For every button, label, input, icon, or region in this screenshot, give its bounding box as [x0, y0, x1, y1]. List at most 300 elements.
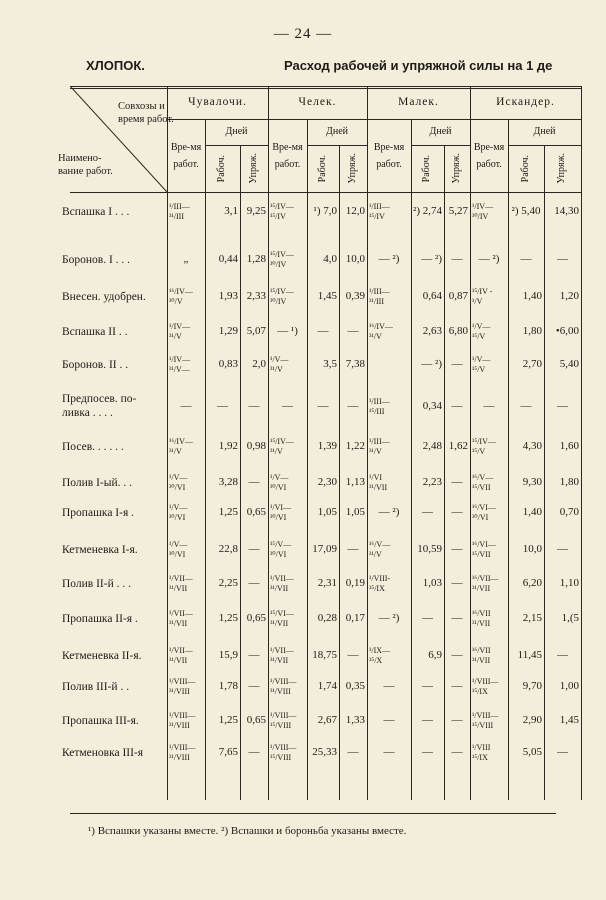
- date-part: ³¹/VIII: [270, 687, 291, 696]
- date-part: ³¹/V: [169, 332, 182, 341]
- work-days-header: [411, 145, 444, 192]
- date-part: ³¹/V: [270, 365, 283, 374]
- date-cell: [167, 350, 205, 380]
- value-cell: 1,05: [317, 506, 337, 519]
- date-part: ¹/III—: [369, 397, 390, 406]
- draft-days-label: Упряж.: [556, 153, 568, 184]
- date-cell: [167, 282, 205, 312]
- value-cell: —: [557, 253, 568, 266]
- date-part: ¹/V—: [169, 473, 188, 482]
- date-part: ¹⁶/V—: [472, 473, 494, 482]
- work-days-label: Рабоч.: [216, 154, 228, 183]
- value-cell: —: [451, 253, 463, 266]
- value-cell: 0,98: [246, 440, 266, 453]
- date-part: ¹/VIII—: [169, 677, 196, 686]
- date-part: ¹⁵/VI—: [270, 609, 294, 618]
- row-label: Боронов. II . .: [62, 359, 129, 371]
- value-cell: 10,0: [345, 253, 365, 266]
- date-part: ¹⁵/V—: [270, 540, 292, 549]
- work-days-header: [508, 145, 544, 192]
- draft-days-header: [240, 145, 268, 192]
- value-cell: 1,39: [317, 440, 337, 453]
- date-part: ¹⁵/IV: [270, 212, 286, 221]
- value-cell: 10,59: [417, 543, 442, 556]
- value-cell: 1,40: [522, 290, 542, 303]
- value-cell: —: [347, 543, 359, 556]
- date-cell: [470, 641, 508, 671]
- date-part: ¹⁵/V: [472, 365, 486, 374]
- date-part: ³¹/VII: [472, 656, 491, 665]
- date-part: ¹⁵/IV—: [270, 287, 294, 296]
- value-cell: 1,74: [317, 680, 337, 693]
- value-cell: 15,9: [218, 649, 238, 662]
- date-part: ³⁰/VI: [270, 513, 287, 522]
- value-cell: —: [347, 746, 359, 759]
- date-part: ³⁰/VI: [270, 483, 287, 492]
- date-cell: [268, 738, 307, 768]
- value-cell: —: [347, 400, 359, 413]
- date-cell: [268, 604, 307, 634]
- value-cell: 2,30: [317, 476, 337, 489]
- date-part: ¹/V: [472, 297, 483, 306]
- value-cell: 2,67: [317, 714, 337, 727]
- value-cell: 22,8: [218, 543, 238, 556]
- value-cell: —: [451, 506, 463, 519]
- date-part: ¹⁶/IV—: [169, 437, 193, 446]
- date-cell: [167, 197, 205, 227]
- value-cell: 18,75: [312, 649, 337, 662]
- date-part: ¹/VII—: [270, 646, 294, 655]
- date-cell: [167, 738, 205, 768]
- row-label: Полив II-й . . .: [62, 578, 131, 590]
- date-cell: [167, 604, 205, 634]
- date-part: ¹⁶/VI—: [472, 540, 496, 549]
- header-bottom-rule: [70, 192, 581, 193]
- date-part: ³¹/III: [369, 297, 385, 306]
- value-cell: 9,30: [522, 476, 542, 489]
- row-label: Пропашка II-я .: [62, 613, 138, 625]
- date-part: ¹/V—: [270, 355, 289, 364]
- value-cell: 0,87: [448, 290, 468, 303]
- value-cell: 1,45: [317, 290, 337, 303]
- date-cell: [268, 282, 307, 312]
- value-cell: —: [451, 612, 463, 625]
- farm-header: Искандер.: [496, 96, 555, 109]
- date-cell: [268, 706, 307, 736]
- row-label: Полив I-ый. . .: [62, 477, 133, 489]
- value-cell: 1,80: [522, 325, 542, 338]
- value-cell: 2,23: [422, 476, 442, 489]
- time-header: Вре-мя работ.: [170, 141, 202, 170]
- date-part: ¹⁶/IV—: [169, 287, 193, 296]
- date-part: ¹⁶/VII—: [472, 574, 499, 583]
- date-part: ¹/V—: [472, 355, 491, 364]
- date-cell: [167, 498, 205, 528]
- date-cell: [470, 672, 508, 702]
- value-cell: 0,19: [345, 577, 365, 590]
- value-cell: —: [451, 577, 463, 590]
- date-cell: [470, 738, 508, 768]
- date-part: ¹⁵/IX: [472, 753, 488, 762]
- value-cell: 7,65: [218, 746, 238, 759]
- row-label: Кетменевка II-я.: [62, 650, 142, 662]
- value-cell: 0,65: [246, 506, 266, 519]
- value-cell: 1,20: [559, 290, 579, 303]
- date-part: ³¹/VIII: [169, 721, 190, 730]
- value-cell: —: [248, 680, 260, 693]
- value-cell: —: [451, 476, 463, 489]
- value-cell: 1,25: [218, 506, 238, 519]
- draft-days-header: [339, 145, 367, 192]
- value-cell: 14,30: [554, 205, 579, 218]
- value-cell: 5,07: [246, 325, 266, 338]
- value-cell: 9,70: [522, 680, 542, 693]
- date-part: ³⁰/V: [169, 297, 183, 306]
- value-cell: 2,48: [422, 440, 442, 453]
- date-part: ¹⁵/VIII: [472, 721, 494, 730]
- value-cell: 1,93: [218, 290, 238, 303]
- date-part: ¹/V—: [169, 503, 188, 512]
- value-cell: —: [422, 506, 433, 519]
- date-part: ¹/VII—: [169, 574, 193, 583]
- value-cell: 1,00: [559, 680, 579, 693]
- value-cell: 1,05: [345, 506, 365, 519]
- date-part: ¹⁵/III: [369, 407, 385, 416]
- date-part: ¹⁶/VI—: [472, 503, 496, 512]
- value-cell: 25,33: [312, 746, 337, 759]
- date-part: ¹/VIII-: [369, 574, 391, 583]
- value-cell: — ²): [421, 253, 442, 266]
- row-label: Полив III-й . .: [62, 681, 130, 693]
- farm-header: Малек.: [398, 96, 439, 109]
- row-label-line: ливка . . . .: [62, 407, 113, 419]
- date-cell: [470, 498, 508, 528]
- value-cell: 1,80: [559, 476, 579, 489]
- value-cell: 0,65: [246, 612, 266, 625]
- value-cell: ²) 5,40: [511, 205, 541, 218]
- date-part: ¹⁵/VII: [472, 483, 491, 492]
- date-cell: [167, 641, 205, 671]
- date-part: ³¹/VII: [472, 584, 491, 593]
- date-part: ¹/V—: [169, 540, 188, 549]
- time-cell: —: [180, 400, 192, 413]
- date-cell: [470, 706, 508, 736]
- value-cell: 0,65: [246, 714, 266, 727]
- date-part: ¹/IV—: [169, 322, 191, 331]
- value-cell: 1,45: [559, 714, 579, 727]
- date-cell: [367, 282, 411, 312]
- date-part: ³⁰/VI: [169, 483, 186, 492]
- corner-top-label: Совхозы и время работ.: [118, 101, 174, 126]
- value-cell: 17,09: [312, 543, 337, 556]
- date-part: ³¹/VII: [169, 584, 188, 593]
- date-cell: [268, 350, 307, 380]
- time-cell: —: [383, 680, 395, 693]
- date-cell: [470, 604, 508, 634]
- value-cell: 1,(5: [561, 612, 579, 625]
- value-cell: 1,33: [345, 714, 365, 727]
- row-label: Кетменевка I-я.: [62, 544, 138, 556]
- footnote: ¹) Вспашки указаны вместе. ²) Вспашки и бороньба указаны вместе.: [88, 825, 407, 837]
- draft-days-label: Упряж.: [450, 153, 462, 184]
- value-cell: 0,83: [218, 358, 238, 371]
- date-part: ¹/III—: [369, 437, 390, 446]
- date-part: ¹/VIII—: [472, 711, 499, 720]
- value-cell: —: [317, 400, 329, 413]
- value-cell: 1,03: [422, 577, 442, 590]
- date-cell: [167, 468, 205, 498]
- value-cell: —: [451, 714, 463, 727]
- date-part: ³¹/V: [270, 447, 283, 456]
- value-cell: —: [347, 649, 359, 662]
- time-header: Вре-мя работ.: [272, 141, 303, 170]
- date-cell: [470, 569, 508, 599]
- row-label: Пропашка III-я.: [62, 715, 139, 727]
- date-part: ¹/VI—: [270, 503, 292, 512]
- value-cell: —: [317, 325, 329, 338]
- date-part: ³¹/V: [369, 447, 382, 456]
- value-cell: 0,44: [218, 253, 238, 266]
- date-cell: [470, 317, 508, 347]
- time-header: Вре-мя работ.: [473, 141, 505, 170]
- date-part: ¹/VIII—: [472, 677, 499, 686]
- row-label: Вспашка I . . .: [62, 206, 130, 218]
- farm-header: Чувалочи.: [188, 96, 247, 109]
- value-cell: 0,64: [422, 290, 442, 303]
- date-part: ¹⁶/IV—: [369, 322, 393, 331]
- value-cell: 2,63: [422, 325, 442, 338]
- value-cell: 0,70: [559, 506, 579, 519]
- date-part: ¹⁵/IX: [369, 584, 385, 593]
- time-cell: [367, 350, 411, 380]
- value-cell: 3,5: [323, 358, 337, 371]
- value-cell: —: [557, 400, 568, 413]
- date-part: ³⁰/VI: [169, 550, 186, 559]
- time-cell: —: [483, 400, 495, 413]
- value-cell: — ²): [421, 358, 442, 371]
- value-cell: 1,28: [246, 253, 266, 266]
- value-cell: 0,35: [345, 680, 365, 693]
- date-part: ³¹/VII: [270, 656, 289, 665]
- date-part: ¹/IX—: [369, 646, 391, 655]
- value-cell: —: [451, 746, 463, 759]
- draft-days-label: Упряж.: [247, 153, 259, 184]
- time-cell: —: [282, 400, 293, 413]
- value-cell: 9,25: [246, 205, 266, 218]
- value-cell: 10,0: [522, 543, 542, 556]
- date-part: ¹/VII—: [169, 646, 193, 655]
- date-part: ¹/VIII—: [270, 677, 297, 686]
- value-cell: 1,22: [345, 440, 365, 453]
- value-cell: —: [557, 746, 568, 759]
- date-part: ³¹/VII: [169, 619, 188, 628]
- value-cell: 2,31: [317, 577, 337, 590]
- date-part: ¹⁶/VII: [472, 646, 491, 655]
- value-cell: 11,45: [517, 649, 542, 662]
- value-cell: ²) 2,74: [413, 205, 442, 218]
- time-cell: — ²): [378, 506, 400, 519]
- date-cell: [167, 672, 205, 702]
- row-label: [62, 392, 172, 422]
- value-cell: 6,20: [522, 577, 542, 590]
- row-label: Кетменовка III-я: [62, 747, 144, 759]
- value-cell: 1,10: [559, 577, 579, 590]
- date-cell: [167, 535, 205, 565]
- value-cell: 1,92: [218, 440, 238, 453]
- work-days-label: Рабоч.: [421, 154, 433, 183]
- value-cell: 0,17: [345, 612, 365, 625]
- value-cell: 6,9: [428, 649, 442, 662]
- crop-heading: ХЛОПОК.: [86, 58, 145, 73]
- work-days-label: Рабоч.: [519, 154, 531, 183]
- value-cell: 2,15: [522, 612, 542, 625]
- value-cell: 4,30: [522, 440, 542, 453]
- date-part: ¹/VIII—: [169, 711, 196, 720]
- date-part: ¹⁵/VIII: [270, 721, 292, 730]
- date-part: ¹/VII—: [270, 574, 294, 583]
- value-cell: 3,28: [218, 476, 238, 489]
- value-cell: —: [451, 680, 463, 693]
- date-part: ¹/VIII—: [169, 743, 196, 752]
- value-cell: —: [557, 649, 568, 662]
- value-cell: —: [422, 612, 433, 625]
- date-cell: [470, 350, 508, 380]
- date-cell: [268, 672, 307, 702]
- value-cell: 2,0: [252, 358, 266, 371]
- value-cell: 1,60: [559, 440, 579, 453]
- value-cell: 2,90: [522, 714, 542, 727]
- time-cell: — ²): [478, 253, 500, 266]
- value-cell: —: [422, 680, 433, 693]
- work-days-label: Рабоч.: [316, 154, 328, 183]
- date-part: ¹⁶/V—: [369, 540, 391, 549]
- value-cell: 5,05: [522, 746, 542, 759]
- corner-bottom-label: Наимено-вание работ.: [58, 153, 113, 178]
- value-cell: —: [451, 400, 463, 413]
- draft-days-label: Упряж.: [346, 153, 358, 184]
- date-part: ³⁰/IV: [472, 212, 489, 221]
- date-part: ³¹/VIII: [169, 687, 190, 696]
- value-cell: 3,1: [224, 205, 238, 218]
- date-cell: [268, 641, 307, 671]
- value-cell: 2,33: [246, 290, 266, 303]
- date-cell: [268, 432, 307, 462]
- row-label: Пропашка I-я .: [62, 507, 135, 519]
- page-number: — 24 —: [273, 26, 333, 42]
- date-part: ¹⁵/IV: [369, 212, 385, 221]
- value-cell: 5,40: [559, 358, 579, 371]
- date-part: ³¹/VII: [369, 483, 388, 492]
- value-cell: —: [451, 543, 463, 556]
- date-cell: [167, 706, 205, 736]
- date-cell: [367, 317, 411, 347]
- days-header: Дней: [225, 125, 248, 137]
- date-part: ¹⁵/IV—: [270, 250, 294, 259]
- value-cell: 1,62: [448, 440, 468, 453]
- date-cell: [470, 535, 508, 565]
- value-cell: —: [347, 325, 359, 338]
- value-cell: —: [217, 400, 228, 413]
- date-part: ¹/VII—: [169, 609, 193, 618]
- time-cell: —: [383, 746, 395, 759]
- date-cell: [367, 641, 411, 671]
- date-part: ¹/III—: [369, 202, 390, 211]
- date-cell: [367, 197, 411, 227]
- date-part: ¹⁵/X: [369, 656, 383, 665]
- date-part: ¹/IV—: [169, 355, 191, 364]
- date-cell: [167, 432, 205, 462]
- value-cell: —: [422, 714, 433, 727]
- value-cell: ¹) 7,0: [313, 205, 337, 218]
- value-cell: 1,29: [218, 325, 238, 338]
- date-part: ¹⁵/V: [472, 332, 486, 341]
- table-heading: Расход рабочей и упряжной силы на 1 де: [284, 58, 553, 73]
- date-cell: [470, 468, 508, 498]
- value-cell: 2,25: [218, 577, 238, 590]
- date-cell: [167, 569, 205, 599]
- date-part: ³¹/V: [169, 447, 182, 456]
- footnote-rule: [70, 813, 556, 814]
- value-cell: 1,25: [218, 714, 238, 727]
- date-cell: [367, 392, 411, 422]
- date-cell: [268, 245, 307, 275]
- date-part: ³¹/VII: [169, 656, 188, 665]
- value-cell: —: [451, 358, 463, 371]
- date-part: ¹⁵/V: [472, 447, 486, 456]
- time-cell: — ²): [378, 612, 400, 625]
- time-cell: —: [383, 714, 395, 727]
- date-part: ¹/V—: [270, 473, 289, 482]
- date-part: ¹⁵/IV—: [270, 437, 294, 446]
- value-cell: 1,25: [218, 612, 238, 625]
- date-part: ¹⁵/IV—: [270, 202, 294, 211]
- days-header: Дней: [429, 125, 452, 137]
- value-cell: 7,38: [345, 358, 365, 371]
- date-cell: [167, 317, 205, 347]
- date-cell: [268, 535, 307, 565]
- value-cell: —: [520, 253, 532, 266]
- row-label: Посев. . . . . .: [62, 441, 124, 453]
- value-cell: 1,13: [345, 476, 365, 489]
- date-cell: [367, 468, 411, 498]
- days-header: Дней: [326, 125, 348, 137]
- days-header: Дней: [533, 125, 556, 137]
- time-cell: — ¹): [277, 325, 298, 338]
- date-cell: [367, 535, 411, 565]
- value-cell: 0,28: [317, 612, 337, 625]
- date-cell: [268, 197, 307, 227]
- farm-header: Челек.: [298, 96, 337, 109]
- work-days-header: [307, 145, 339, 192]
- date-cell: [470, 282, 508, 312]
- value-cell: —: [520, 400, 532, 413]
- row-label-line: Предпосев. по-: [62, 393, 137, 406]
- date-part: ¹⁵/VII: [472, 550, 491, 559]
- date-part: ³¹/VII: [270, 584, 289, 593]
- value-cell: 6,80: [448, 325, 468, 338]
- date-part: ³⁰/IV: [270, 260, 287, 269]
- value-cell: 0,39: [345, 290, 365, 303]
- date-part: ¹/VIII—: [270, 743, 297, 752]
- value-cell: 5,27: [448, 205, 468, 218]
- work-days-header: [205, 145, 240, 192]
- date-cell: [268, 498, 307, 528]
- date-cell: [470, 197, 508, 227]
- date-part: ³⁰/IV: [270, 297, 287, 306]
- group-divider: [581, 86, 582, 800]
- date-part: ³¹/III: [169, 212, 185, 221]
- date-part: ³¹/V: [369, 332, 382, 341]
